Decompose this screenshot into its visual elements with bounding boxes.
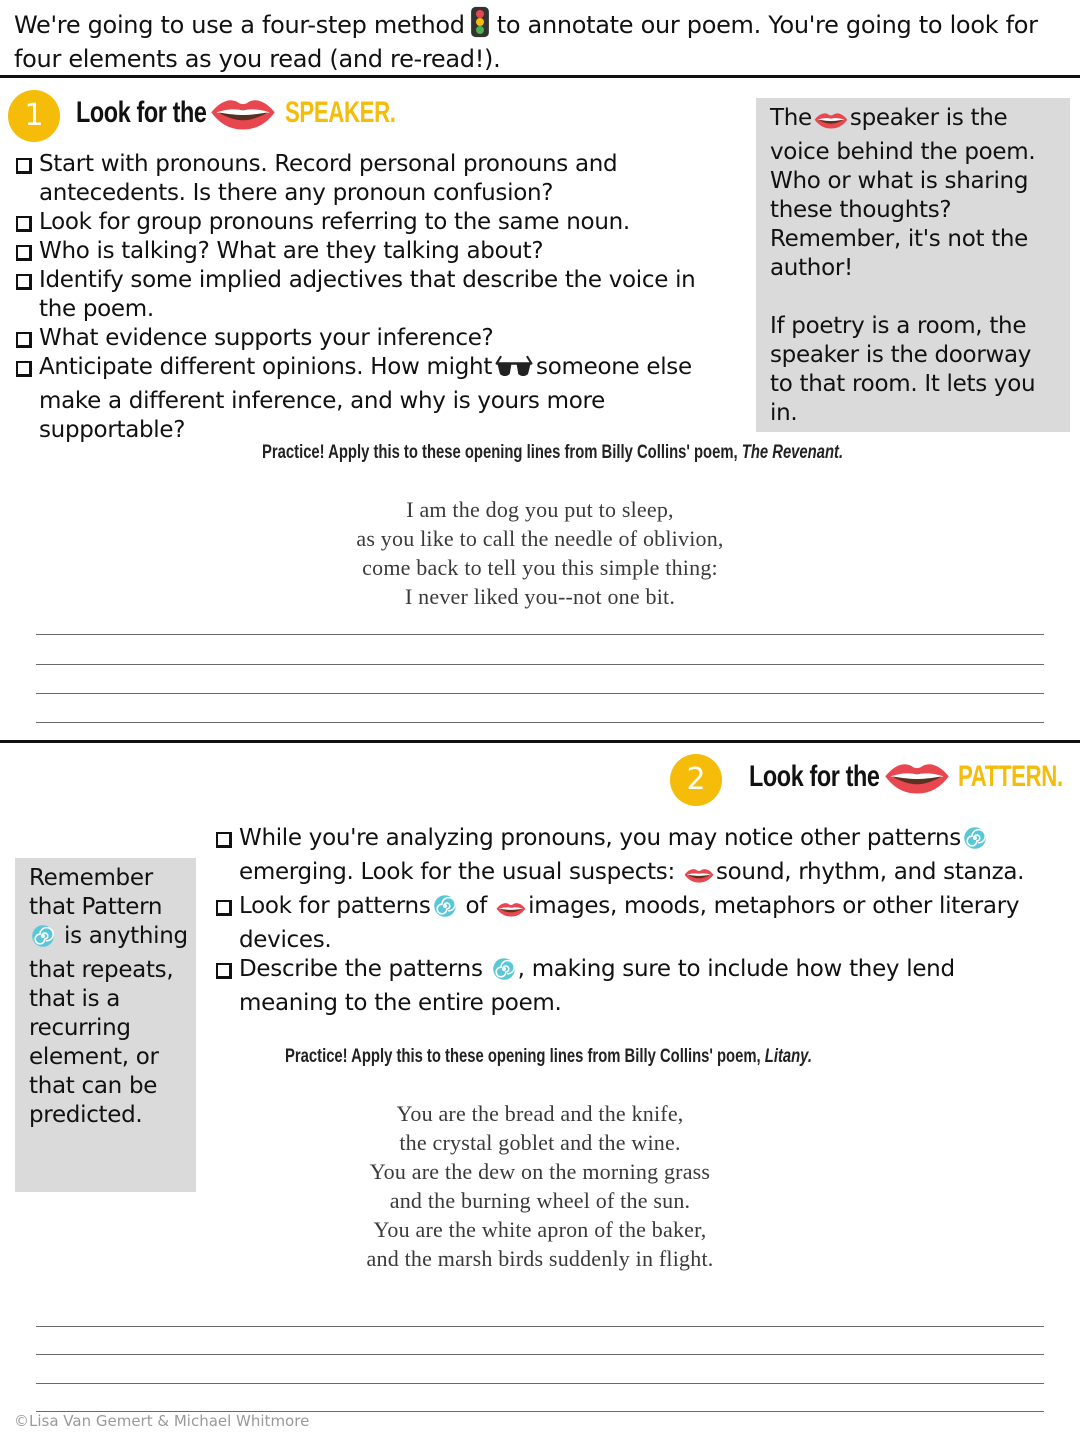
writing-line[interactable] [36, 1354, 1044, 1355]
lips-icon [884, 755, 950, 803]
list-item: Start with pronouns. Record personal pronouns and antecedents. Is there any pronoun confusion? [14, 150, 739, 208]
list-item: Look for patterns of images, moods, metaphors or other literary devices. [214, 892, 1044, 955]
section-2-badge: 2 [670, 754, 722, 806]
lips-icon [684, 863, 714, 892]
list-item: Describe the patterns , making sure to include how they lend meaning to the entire poem. [214, 955, 1044, 1018]
intro-before: We're going to use a four-step method [14, 11, 465, 39]
checkbox[interactable] [16, 216, 32, 232]
poem-line: I never liked you--not one bit. [404, 584, 676, 609]
checkbox[interactable] [216, 900, 232, 916]
traffic-light-icon [469, 6, 491, 45]
poem-line: You are the bread and the knife, [396, 1101, 684, 1126]
writing-line[interactable] [36, 1326, 1044, 1327]
writing-line[interactable] [36, 1383, 1044, 1384]
poem-2 [0, 1099, 1080, 1273]
top-divider [0, 75, 1080, 78]
middle-divider [0, 740, 1080, 743]
list-item: Look for group pronouns referring to the same noun. [14, 208, 739, 237]
poem-1 [0, 495, 1080, 611]
spiral-icon [492, 957, 516, 989]
writing-line[interactable] [36, 634, 1044, 635]
checkbox[interactable] [16, 332, 32, 348]
poem-line: and the marsh birds suddenly in flight. [366, 1246, 714, 1271]
practice-2-label: Practice! Apply this to these opening lines from Billy Collins' poem, Litany. [285, 1046, 812, 1067]
intro-text [14, 6, 1070, 74]
section-2-heading-prefix: Look for the [749, 760, 880, 793]
speaker-definition-p1: The speaker is the voice behind the poem. Who or what is sharing these thoughts? Remember, it's not the author! [770, 105, 1036, 281]
list-item: Anticipate different opinions. How might someone else make a different inference, and why is yours more supportable? [14, 353, 739, 445]
poem-line: You are the white apron of the baker, [373, 1217, 707, 1242]
poem-line: You are the dew on the morning grass [369, 1159, 711, 1184]
poem-line: come back to tell you this simple thing: [362, 555, 718, 580]
speaker-definition-p2: If poetry is a room, the speaker is the doorway to that room. It lets you in. [770, 313, 1036, 426]
spiral-icon [963, 826, 987, 858]
checkbox[interactable] [216, 963, 232, 979]
section-1-badge: 1 [8, 90, 60, 142]
checkbox[interactable] [16, 361, 32, 377]
speaker-definition-box [756, 98, 1070, 432]
list-item: What evidence supports your inference? [14, 324, 739, 353]
poem-line: as you like to call the needle of oblivion, [356, 526, 724, 551]
lips-icon [814, 109, 848, 138]
practice-1-label: Practice! Apply this to these opening lines from Billy Collins' poem, The Revenant. [262, 442, 844, 463]
pattern-definition-text: Remember that Pattern is anything that repeats, that is a recurring element, or that can be predicted. [29, 865, 188, 1128]
lips-icon [496, 897, 526, 926]
poem-line: the crystal goblet and the wine. [399, 1130, 681, 1155]
writing-line[interactable] [36, 722, 1044, 723]
speaker-checklist [14, 150, 739, 445]
list-item: Identify some implied adjectives that describe the voice in the poem. [14, 266, 739, 324]
copyright-footer: ©Lisa Van Gemert & Michael Whitmore [14, 1412, 310, 1430]
checkbox[interactable] [16, 245, 32, 261]
pattern-checklist [214, 824, 1044, 1018]
intro-after: to annotate our poem. You're going to look for four elements as you read (and re-read!). [14, 11, 1038, 73]
list-item: Who is talking? What are they talking about? [14, 237, 739, 266]
writing-line[interactable] [36, 664, 1044, 665]
section-1-heading-prefix: Look for the [76, 96, 207, 129]
poem-line: and the burning wheel of the sun. [389, 1188, 691, 1213]
checkbox[interactable] [16, 274, 32, 290]
section-1-heading-keyword: SPEAKER. [285, 96, 396, 129]
poem-line: I am the dog you put to sleep, [406, 497, 674, 522]
spiral-icon [433, 894, 457, 926]
list-item: While you're analyzing pronouns, you may notice other patterns emerging. Look for the usual suspects: sound, rhythm, and stanza. [214, 824, 1044, 892]
writing-line[interactable] [36, 693, 1044, 694]
checkbox[interactable] [16, 158, 32, 174]
sunglasses-icon [494, 353, 534, 387]
checkbox[interactable] [216, 832, 232, 848]
section-2-heading-keyword: PATTERN. [958, 760, 1063, 793]
lips-icon [210, 91, 276, 139]
spiral-icon [31, 924, 55, 956]
